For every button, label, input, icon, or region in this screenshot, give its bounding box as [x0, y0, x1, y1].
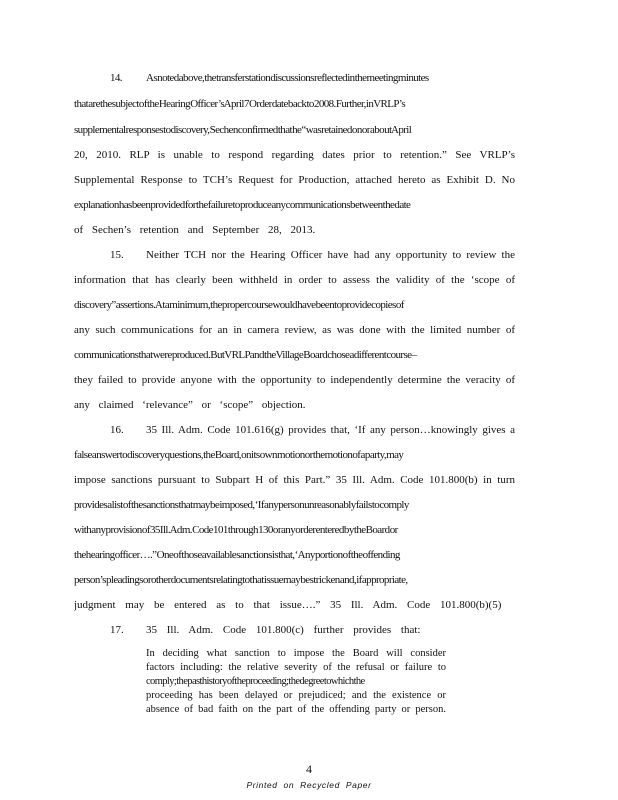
paragraph-15-first-line: 15. Neither TCH nor the Hearing Officer have had any opportunity to review the	[110, 249, 515, 261]
paragraph-14-first-line: 14. As noted above, the transfer station discussions reflected in the meeting minutes	[110, 72, 429, 84]
paragraph-line: any claimed ‘relevance” or ‘scope” objection.	[74, 399, 306, 411]
paragraph-number: 15.	[110, 249, 124, 261]
paragraph-17-first-line: 17. 35 Ill. Adm. Code 101.800(c) further provides that:	[110, 624, 421, 636]
paragraph-line: judgment may be entered as to that issue….” 35 Ill. Adm. Code 101.800(b)(5)	[74, 599, 502, 611]
paragraph-line: that are the subject of the Hearing Officer’s April 7 Order date back to 2008. Further, in VRLP’s	[74, 98, 406, 110]
paragraph-line: impose sanctions pursuant to Subpart H of this Part.” 35 Ill. Adm. Code 101.800(b) in turn	[74, 474, 515, 486]
quote-line: In deciding what sanction to impose the Board will consider	[146, 648, 446, 659]
page-number: 4	[306, 762, 312, 776]
paragraph-line: Supplemental Response to TCH’s Request for Production, attached hereto as Exhibit D. No	[74, 174, 515, 186]
paragraph-number: 16.	[110, 424, 124, 436]
paragraph-line: provides a list of the sanctions that may be imposed, ‘If any person unreasonably fails to comply	[74, 499, 409, 511]
quote-line: comply; the past history of the proceeding; the degree to which the	[146, 676, 365, 687]
page-footer: Printed on Recycled Paper	[246, 780, 372, 790]
paragraph-16-first-line: 16. 35 Ill. Adm. Code 101.616(g) provides that, ‘If any person…knowingly gives a	[110, 424, 515, 436]
paragraph-line: any such communications for an in camera review, as was done with the limited number of	[74, 324, 515, 336]
paragraph-line: 20, 2010. RLP is unable to respond regarding dates prior to retention.” See VRLP’s	[74, 149, 515, 161]
quote-line: factors including: the relative severity of the refusal or failure to	[146, 662, 446, 673]
paragraph-line: of Sechen’s retention and September 28, 2013.	[74, 224, 316, 236]
paragraph-line: person’s pleadings or other documents relating to that issue may be stricken and, if appropriate,	[74, 574, 408, 586]
paragraph-number: 17.	[110, 624, 124, 636]
paragraph-line: information that has clearly been withheld in order to assess the validity of the ‘scope of	[74, 274, 515, 286]
paragraph-line: explanation has been provided for the failure to produce any communications between the date	[74, 199, 411, 211]
paragraph-line: communications that were produced. But VRLP and the Village Board chose a different course –	[74, 349, 417, 361]
paragraph-line: the hearing officer….” One of those available sanctions is that, ‘Any portion of the offending	[74, 549, 400, 561]
paragraph-line: discovery” assertions. At a minimum, the proper course would have been to provide copies of	[74, 299, 404, 311]
paragraph-line: they failed to provide anyone with the opportunity to independently determine the veracity of	[74, 374, 515, 386]
paragraph-number: 14.	[110, 72, 122, 84]
paragraph-line: false answer to discovery questions, the Board, on its own motion or the motion of a party, may	[74, 449, 404, 461]
paragraph-line: supplemental responses to discovery, Sechen confirmed that he “was retained on or about April	[74, 124, 412, 136]
quote-line: proceeding has been delayed or prejudiced; and the existence or	[146, 690, 446, 701]
paragraph-line: with any provision of 35 Ill. Adm. Code 101 through 130 or any order entered by the Board or	[74, 524, 398, 536]
quote-line: absence of bad faith on the part of the offending party or person.	[146, 704, 446, 715]
